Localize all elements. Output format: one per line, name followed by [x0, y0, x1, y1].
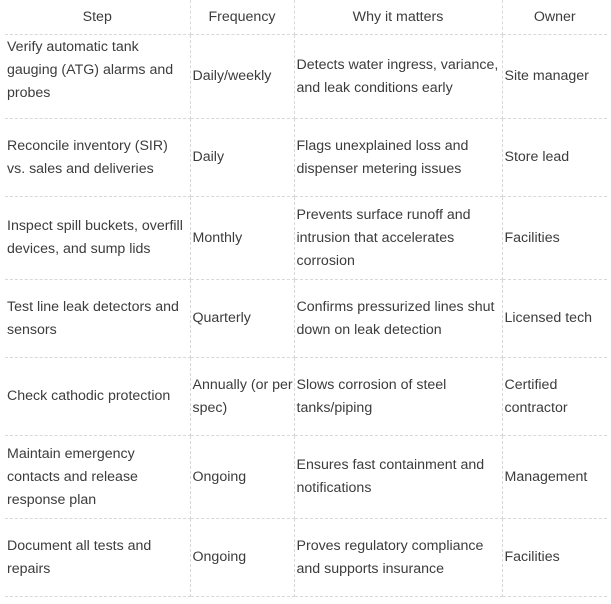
- cell-why: Prevents surface runoff and intrusion that accelerates corrosion: [294, 197, 502, 280]
- cell-owner: Store lead: [502, 119, 607, 197]
- cell-step: Test line leak detectors and sensors: [5, 280, 190, 358]
- table-row: [5, 280, 607, 358]
- cell-step: Document all tests and repairs: [5, 519, 190, 597]
- header-owner: Owner: [502, 0, 607, 35]
- table-row: [5, 519, 607, 597]
- maintenance-table: [5, 0, 607, 597]
- cell-step: Verify automatic tank gauging (ATG) alarms and probes: [5, 35, 190, 119]
- table-row: [5, 35, 607, 119]
- table-body: [5, 35, 607, 597]
- cell-frequency: Daily: [190, 119, 294, 197]
- header-row: [5, 0, 607, 35]
- table-header: [5, 0, 607, 35]
- cell-owner: Facilities: [502, 519, 607, 597]
- table-row: [5, 358, 607, 436]
- cell-why: Ensures fast containment and notifications: [294, 436, 502, 519]
- cell-owner: Management: [502, 436, 607, 519]
- cell-owner: Certified contractor: [502, 358, 607, 436]
- cell-frequency: Quarterly: [190, 280, 294, 358]
- cell-frequency: Annually (or per spec): [190, 358, 294, 436]
- cell-step: Check cathodic protection: [5, 358, 190, 436]
- table-row: [5, 436, 607, 519]
- cell-step: Maintain emergency contacts and release response plan: [5, 436, 190, 519]
- cell-frequency: Monthly: [190, 197, 294, 280]
- cell-owner: Site manager: [502, 35, 607, 119]
- header-step: Step: [5, 0, 190, 35]
- cell-step: Inspect spill buckets, overfill devices, and sump lids: [5, 197, 190, 280]
- cell-why: Confirms pressurized lines shut down on leak detection: [294, 280, 502, 358]
- cell-frequency: Ongoing: [190, 519, 294, 597]
- table-row: [5, 197, 607, 280]
- header-why-it-matters: Why it matters: [294, 0, 502, 35]
- cell-step: Reconcile inventory (SIR) vs. sales and deliveries: [5, 119, 190, 197]
- cell-frequency: Ongoing: [190, 436, 294, 519]
- header-frequency: Frequency: [190, 0, 294, 35]
- cell-frequency: Daily/weekly: [190, 35, 294, 119]
- table-row: [5, 119, 607, 197]
- cell-why: Slows corrosion of steel tanks/piping: [294, 358, 502, 436]
- cell-why: Flags unexplained loss and dispenser metering issues: [294, 119, 502, 197]
- cell-why: Proves regulatory compliance and supports insurance: [294, 519, 502, 597]
- cell-owner: Facilities: [502, 197, 607, 280]
- cell-owner: Licensed tech: [502, 280, 607, 358]
- cell-why: Detects water ingress, variance, and leak conditions early: [294, 35, 502, 119]
